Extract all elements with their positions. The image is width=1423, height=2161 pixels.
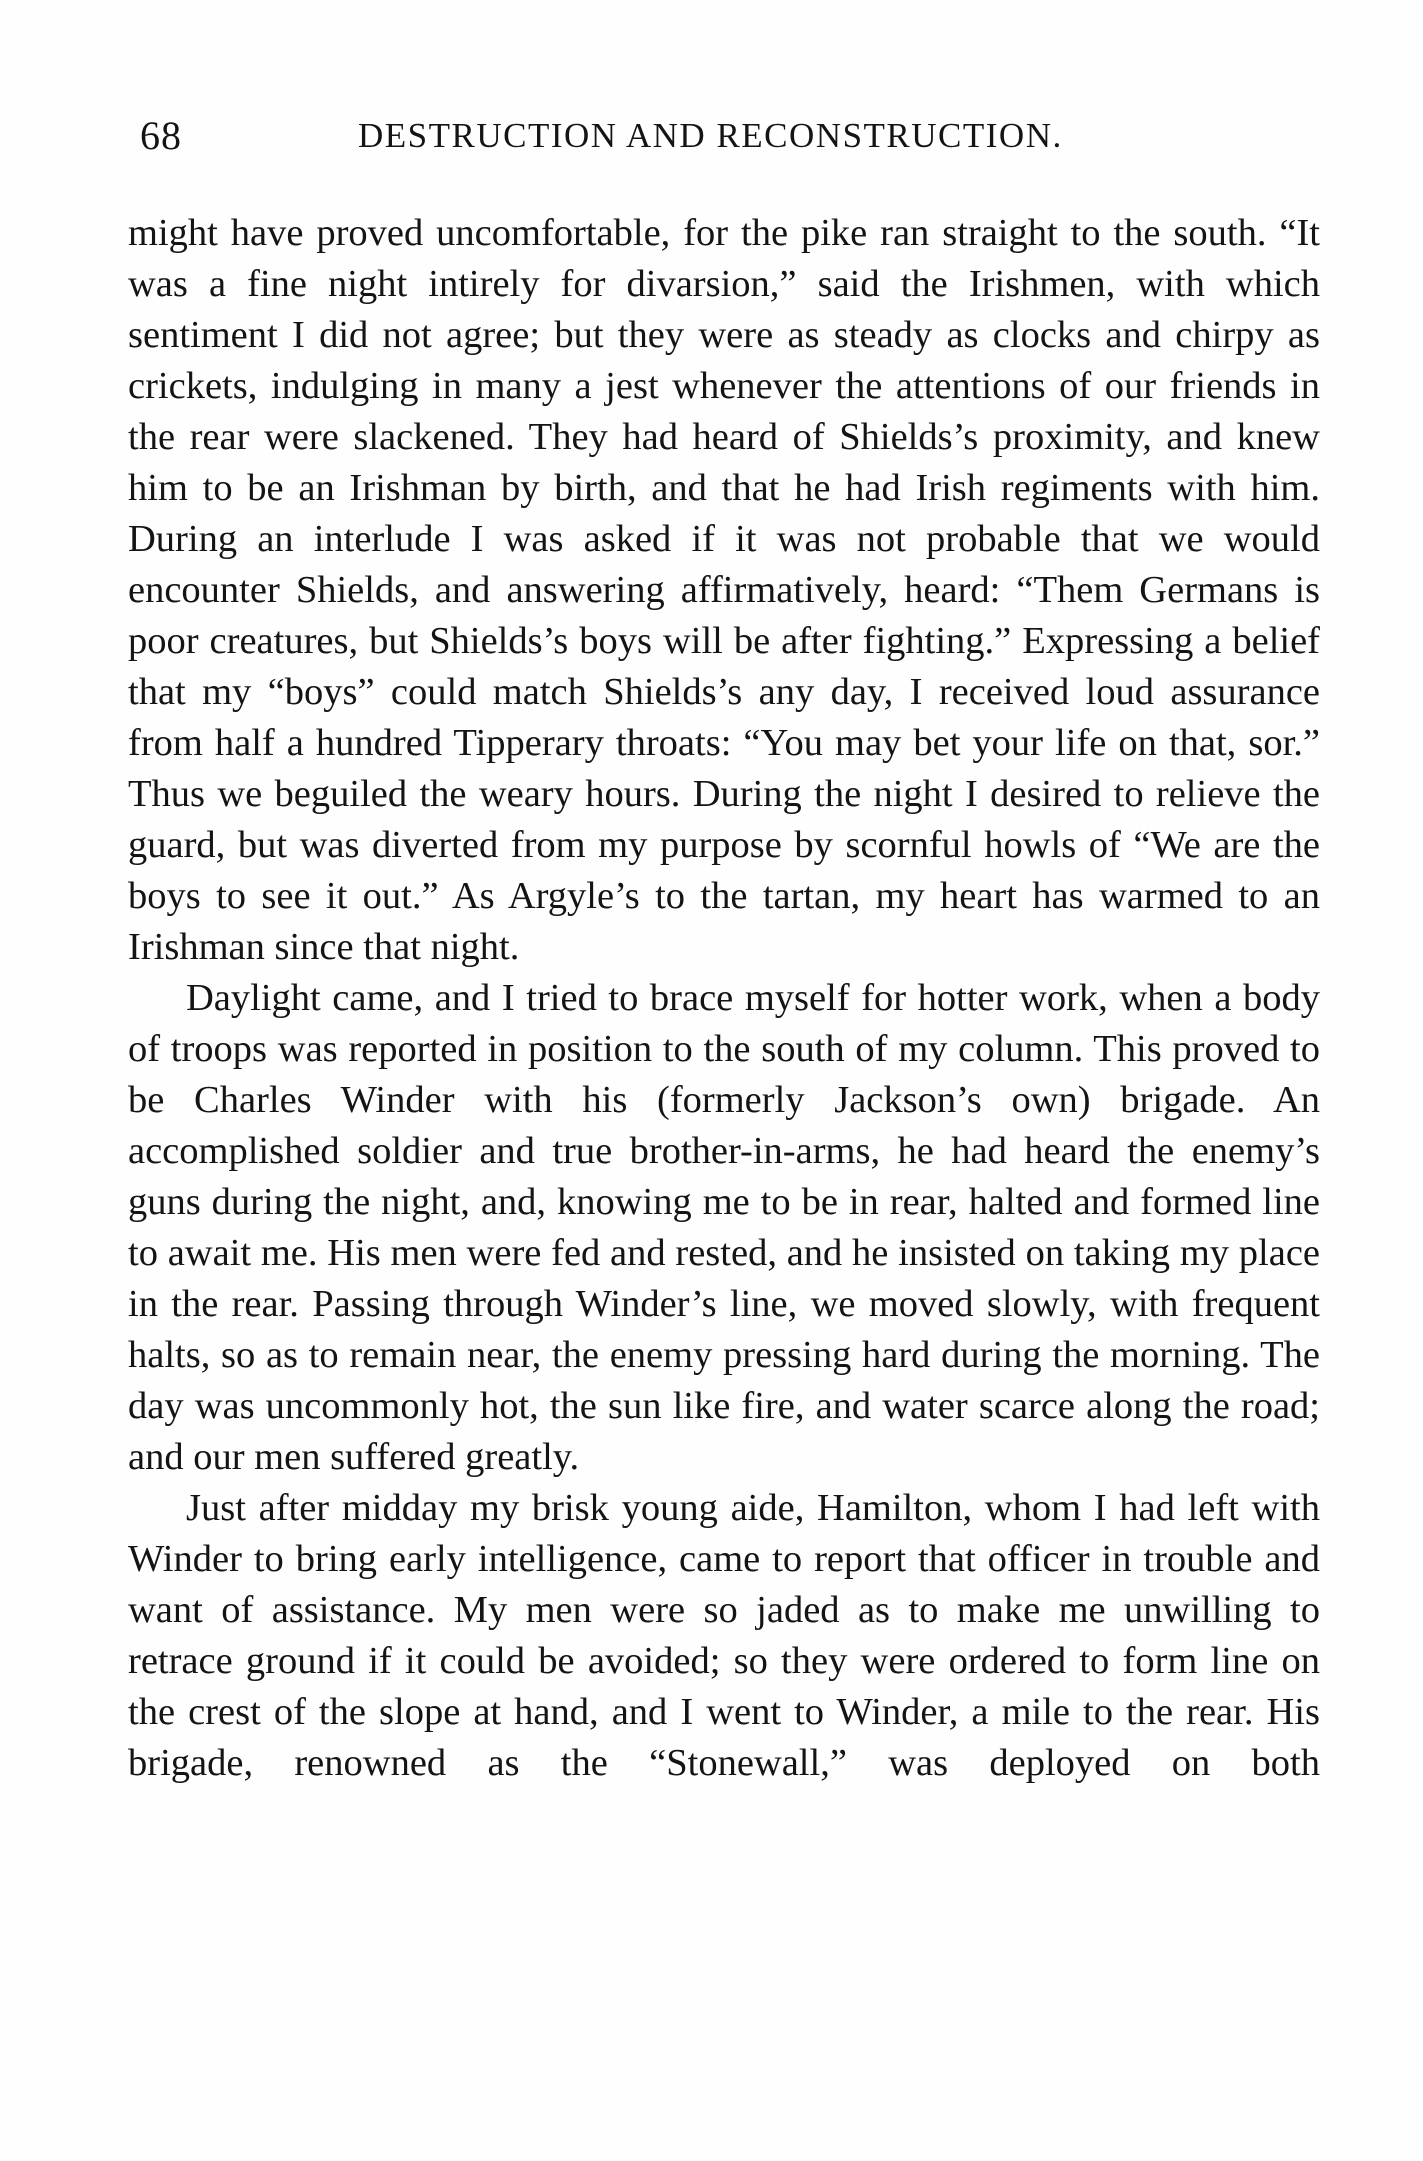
paragraph-continued: might have proved uncomfortable, for the pike ran straight to the south. “It was a fine night intirely for divarsion,” said the Irishmen, with which sentiment I did not agree; but they were as steady as clocks and chirpy as crickets, indulging in many a jest whenever the attentions of our friends in the rear were slackened. They had heard of Shields’s proximity, and knew him to be an Irishman by birth, and that he had Irish regiments with him. During an interlude I was asked if it was not probable that we would encounter Shields, and answering affirmatively, heard: “Them Germans is poor creatures, but Shields’s boys will be after fighting.” Expressing a belief that my “boys” could match Shields’s any day, I received loud assurance from half a hundred Tipperary throats: “You may bet your life on that, sor.” Thus we beguiled the weary hours. During the night I desired to relieve the guard, but was diverted from my purpose by scornful howls of “We are the boys to see it out.” As Argyle’s to the tartan, my heart has warmed to an Irishman since that night. <box>128 212 1320 968</box>
paragraph-midday: Just after midday my brisk young aide, Hamilton, whom I had left with Winder to bring early intelligence, came to report that officer in trouble and want of assistance. My men were so jaded as to make me unwilling to retrace ground if it could be avoided; so they were ordered to form line on the crest of the slope at hand, and I went to Winder, a mile to the rear. His brigade, renowned as the “Stonewall,” was deployed on both <box>128 1487 1320 1784</box>
page-header <box>140 112 1300 168</box>
page-number: 68 <box>140 113 182 158</box>
body-text <box>128 208 1320 1789</box>
running-head: DESTRUCTION AND RECONSTRUCTION. <box>358 116 1063 155</box>
paragraph-daylight: Daylight came, and I tried to brace myself for hotter work, when a body of troops was reported in position to the south of my column. This proved to be Charles Winder with his (formerly Jackson’s own) brigade. An accomplished soldier and true brother-in-arms, he had heard the enemy’s guns during the night, and, knowing me to be in rear, halted and formed line to await me. His men were fed and rested, and he insisted on taking my place in the rear. Passing through Winder’s line, we moved slowly, with frequent halts, so as to remain near, the enemy pressing hard during the morning. The day was uncommonly hot, the sun like fire, and water scarce along the road; and our men suffered greatly. <box>128 977 1320 1478</box>
